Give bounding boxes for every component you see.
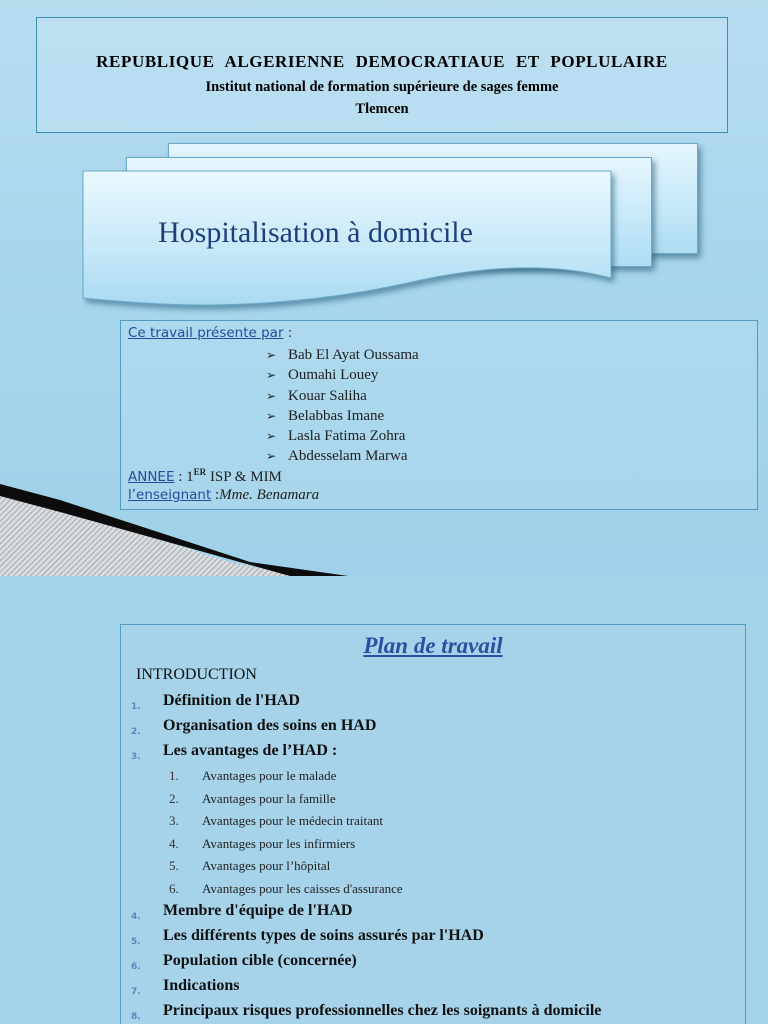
arrow-bullet-icon: ➢ [266, 388, 277, 403]
list-item: 4. Avantages pour les infirmiers [169, 835, 356, 851]
list-item: 2. Organisation des soins en HAD [131, 717, 377, 737]
list-item: 2. Avantages pour la famille [169, 790, 336, 806]
arrow-bullet-icon: ➢ [266, 368, 277, 383]
list-item: 8. Principaux risques professionnelles chez les soignants à domicile [131, 1002, 602, 1022]
plan-slide [0, 576, 768, 1024]
presented-by-label: Ce travail présente par : [128, 325, 293, 341]
plan-box [120, 624, 746, 1024]
arrow-bullet-icon: ➢ [266, 429, 277, 444]
teacher-line: l’enseignant :Mme. Benamara [128, 487, 320, 503]
list-item: ➢ Belabbas Imane [266, 407, 385, 424]
list-item: 6. Avantages pour les caisses d'assurance [169, 880, 403, 896]
arrow-bullet-icon: ➢ [266, 348, 277, 362]
list-item: ➢ Kouar Saliha [266, 387, 367, 404]
presentation-title: Hospitalisation à domicile [158, 216, 473, 249]
list-item: ➢ Abdesselam Marwa [266, 448, 408, 465]
list-item: 3. Les avantages de l’HAD : [131, 742, 338, 762]
list-item: 5. Les différents types de soins assurés par l'HAD [131, 927, 484, 947]
list-item: ➢ Oumahi Louey [266, 367, 379, 384]
city-line: Tlemcen [355, 101, 409, 117]
introduction-heading: INTRODUCTION [136, 666, 257, 683]
year-line: ANNEE : 1ER ISP & MIM [128, 467, 282, 485]
decorative-swoosh [0, 470, 360, 576]
plan-list [131, 691, 601, 1024]
list-item: 4. Membre d'équipe de l'HAD [131, 902, 353, 922]
list-item: 1. Avantages pour le malade [169, 768, 337, 783]
arrow-bullet-icon: ➢ [266, 449, 277, 464]
list-item: 5. Avantages pour l’hôpital [169, 858, 331, 873]
members-list [266, 345, 419, 467]
republic-line: REPUBLIQUE ALGERIENNE DEMOCRATIAUE ET POPLULAIRE [96, 52, 668, 71]
arrow-bullet-icon: ➢ [266, 408, 277, 423]
plan-title: Plan de travail [363, 633, 503, 658]
institute-line: Institut national de formation supérieure de sages femme [205, 79, 559, 95]
list-item: ➢ Bab El Ayat Oussama [266, 347, 419, 363]
institution-header [36, 17, 728, 133]
list-item: 6. Population cible (concernée) [131, 952, 357, 972]
list-item: ➢ Lasla Fatima Zohra [266, 428, 406, 445]
list-item: 7. Indications [131, 977, 240, 997]
list-item: 1. Définition de l'HAD [131, 692, 300, 712]
list-item: 3. Avantages pour le médecin traitant [169, 813, 383, 828]
